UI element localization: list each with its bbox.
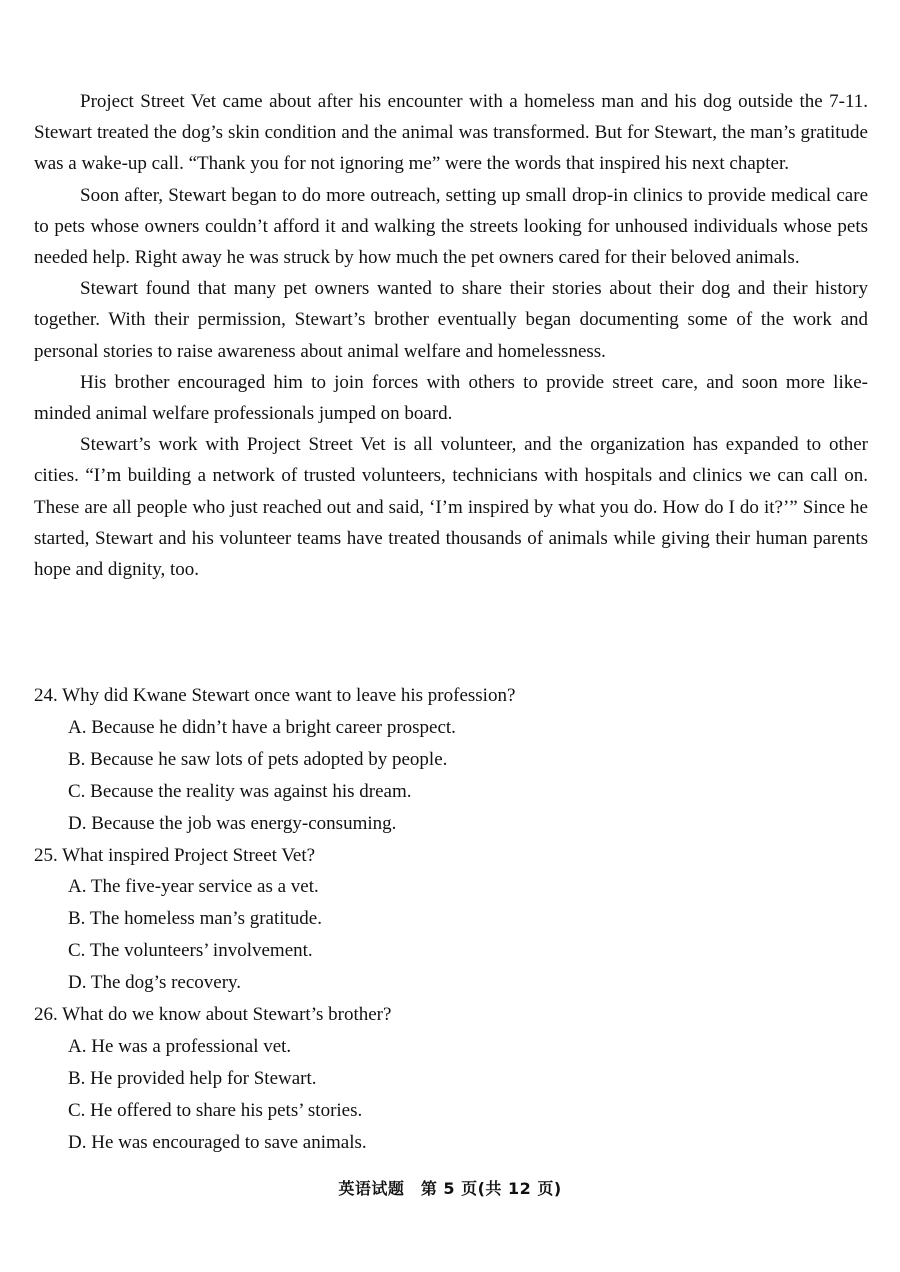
question-24 [34, 680, 868, 840]
option-a[interactable]: A. Because he didn’t have a bright career prospect. [68, 716, 456, 738]
option-d[interactable]: D. He was encouraged to save animals. [68, 1131, 367, 1153]
question-number: 24. [34, 685, 58, 706]
question-text: Why did Kwane Stewart once want to leave his profession? [62, 685, 516, 706]
passage-paragraph-2: Soon after, Stewart began to do more outreach, setting up small drop-in clinics to provide medical care to pets whose owners couldn’t afford it and walking the streets looking for unhoused individuals whose pets needed help. Right away he was struck by how much the pet owners cared for their beloved animals. [34, 184, 868, 269]
page-footer: 英语试题 第 5 页(共 12 页) [338, 1179, 562, 1198]
passage-paragraph-1: Project Street Vet came about after his encounter with a homeless man and his dog outside the 7-11. Stewart treated the dog’s skin condition and the animal was transformed. But for Stewart, the man’s gratitude was a wake-up call. “Thank you for not ignoring me” were the words that inspired his next chapter. [34, 91, 868, 175]
passage-paragraph-3: Stewart found that many pet owners wanted to share their stories about their dog and their history together. With their permission, Stewart’s brother eventually began documenting some of the work and personal stories to raise awareness about animal welfare and homelessness. [34, 278, 868, 362]
option-c[interactable]: C. He offered to share his pets’ stories. [68, 1099, 363, 1121]
passage-paragraph-4: His brother encouraged him to join forces with others to provide street care, and soon more like-minded animal welfare professionals jumped on board. [34, 371, 868, 425]
option-c[interactable]: C. The volunteers’ involvement. [68, 940, 313, 962]
option-d[interactable]: D. The dog’s recovery. [68, 972, 242, 994]
question-list [34, 680, 868, 1159]
question-number: 26. [34, 1004, 58, 1026]
option-b[interactable]: B. He provided help for Stewart. [68, 1067, 317, 1089]
reading-passage [34, 86, 868, 585]
question-stem [34, 680, 868, 712]
option-a[interactable]: A. He was a professional vet. [68, 1035, 292, 1057]
question-26 [34, 999, 868, 1159]
question-25 [34, 840, 868, 1000]
question-number: 25. [34, 844, 58, 866]
question-text: What inspired Project Street Vet? [62, 844, 316, 866]
option-d[interactable]: D. Because the job was energy-consuming. [68, 812, 397, 834]
option-a[interactable]: A. The five-year service as a vet. [68, 876, 319, 898]
question-stem [34, 840, 868, 872]
option-b[interactable]: B. Because he saw lots of pets adopted by people. [68, 748, 448, 770]
question-text: What do we know about Stewart’s brother? [62, 1004, 392, 1026]
question-stem [34, 999, 868, 1031]
passage-paragraph-5: Stewart’s work with Project Street Vet is all volunteer, and the organization has expanded to other cities. “I’m building a network of trusted volunteers, technicians with hospitals and clinics we can call on. These are all people who just reached out and said, ‘I’m inspired by what you do. How do I do it?’” Since he started, Stewart and his volunteer teams have treated thousands of animals while giving their human parents hope and dignity, too. [34, 434, 868, 581]
option-b[interactable]: B. The homeless man’s gratitude. [68, 908, 322, 930]
option-c[interactable]: C. Because the reality was against his dream. [68, 780, 412, 802]
